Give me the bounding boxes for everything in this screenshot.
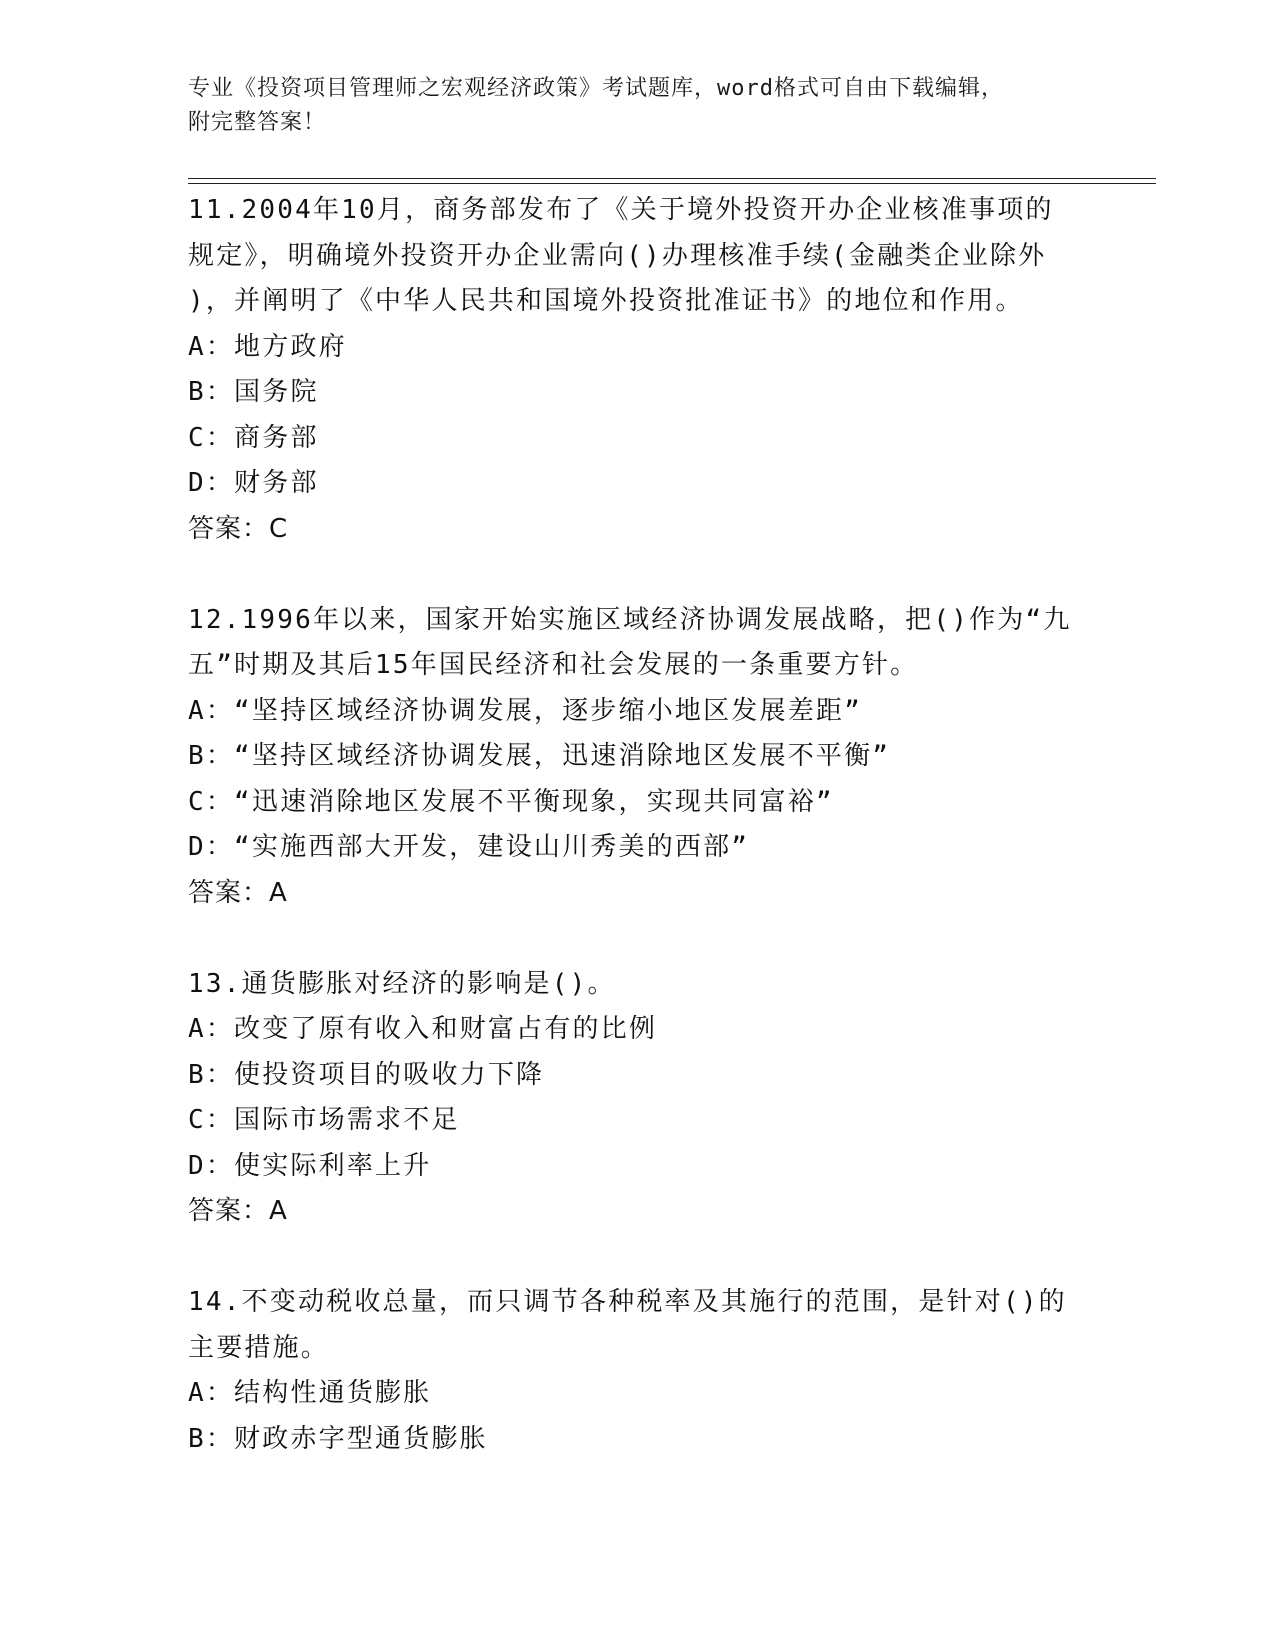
option-a: A：“坚持区域经济协调发展，逐步缩小地区发展差距” bbox=[188, 695, 862, 726]
option-b: B：国务院 bbox=[188, 377, 319, 407]
document-header bbox=[188, 72, 1068, 140]
header-line-1: 专业《投资项目管理师之宏观经济政策》考试题库，word格式可自由下载编辑， bbox=[188, 76, 1004, 101]
answer-label: 答案：A bbox=[188, 1196, 288, 1226]
option-a: A：地方政府 bbox=[188, 331, 347, 362]
option-d: D：使实际利率上升 bbox=[188, 1150, 432, 1181]
option-b: B：“坚持区域经济协调发展，迅速消除地区发展不平衡” bbox=[188, 741, 891, 771]
question-11 bbox=[188, 188, 1088, 552]
answer-label: 答案：A bbox=[188, 877, 288, 908]
question-stem-line: 14.不变动税收总量，而只调节各种税率及其施行的范围，是针对()的 bbox=[188, 1287, 1067, 1317]
question-stem-line: 12.1996年以来，国家开始实施区域经济协调发展战略，把()作为“九 bbox=[188, 604, 1072, 635]
header-divider-top bbox=[188, 178, 1156, 179]
question-stem-line: 11.2004年10月，商务部发布了《关于境外投资开办企业核准事项的 bbox=[188, 195, 1054, 225]
option-c: C：“迅速消除地区发展不平衡现象，实现共同富裕” bbox=[188, 786, 834, 817]
question-stem-line: 五”时期及其后15年国民经济和社会发展的一条重要方针。 bbox=[188, 650, 919, 680]
option-d: D：财务部 bbox=[188, 468, 319, 498]
question-list bbox=[188, 188, 1088, 1462]
question-stem-line: )，并阐明了《中华人民共和国境外投资批准证书》的地位和作用。 bbox=[188, 286, 1024, 316]
question-14 bbox=[188, 1280, 1088, 1462]
option-c: C：国际市场需求不足 bbox=[188, 1105, 460, 1135]
question-13 bbox=[188, 962, 1088, 1235]
option-b: B：财政赤字型通货膨胀 bbox=[188, 1423, 488, 1454]
answer-label: 答案：C bbox=[188, 513, 289, 544]
option-b: B：使投资项目的吸收力下降 bbox=[188, 1059, 545, 1090]
option-d: D：“实施西部大开发，建设山川秀美的西部” bbox=[188, 832, 750, 862]
option-a: A：改变了原有收入和财富占有的比例 bbox=[188, 1014, 658, 1044]
spacer bbox=[188, 916, 1088, 962]
question-stem-line: 主要措施。 bbox=[188, 1332, 330, 1363]
header-line-2: 附完整答案！ bbox=[188, 110, 327, 135]
spacer bbox=[188, 1235, 1088, 1281]
question-stem-line: 13.通货膨胀对经济的影响是()。 bbox=[188, 968, 616, 999]
option-a: A：结构性通货膨胀 bbox=[188, 1378, 432, 1408]
question-stem-line: 规定》，明确境外投资开办企业需向()办理核准手续(金融类企业除外 bbox=[188, 240, 1047, 271]
spacer bbox=[188, 552, 1088, 598]
option-c: C：商务部 bbox=[188, 422, 319, 453]
header-divider-bottom bbox=[188, 183, 1156, 184]
question-12 bbox=[188, 598, 1088, 917]
